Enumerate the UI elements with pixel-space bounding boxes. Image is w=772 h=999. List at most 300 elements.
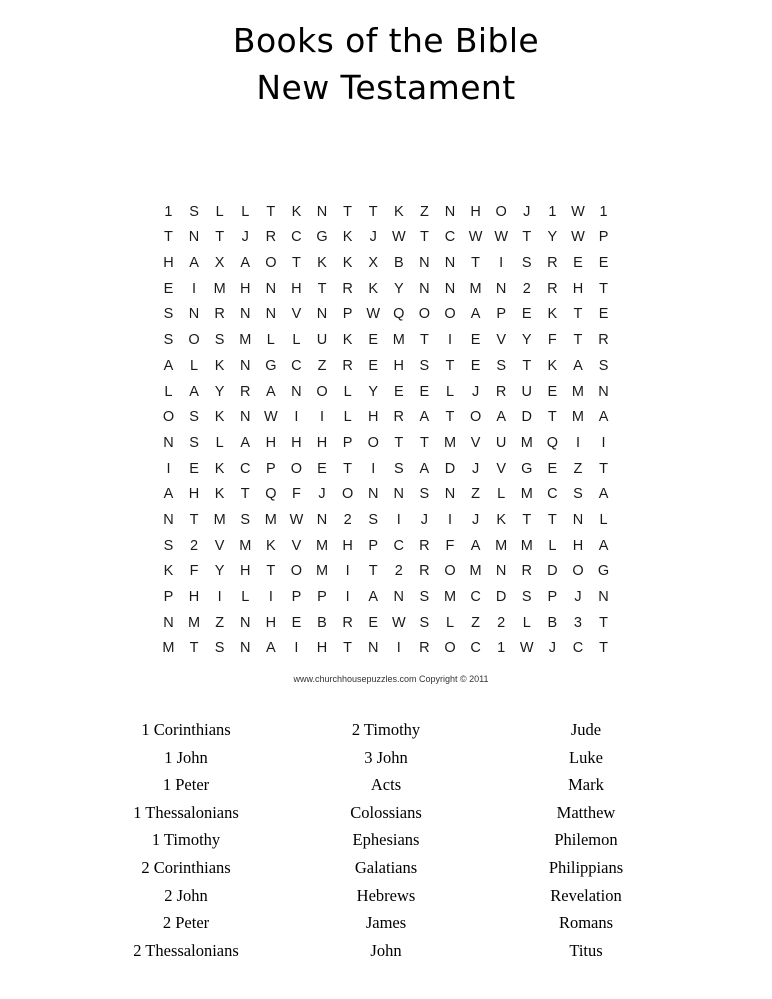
grid-cell[interactable]: N xyxy=(239,409,251,426)
grid-cell[interactable]: R xyxy=(393,409,405,426)
grid-cell[interactable]: H xyxy=(188,486,200,503)
grid-cell[interactable]: W xyxy=(571,229,585,246)
grid-cell[interactable]: J xyxy=(523,203,531,220)
grid-cell[interactable]: W xyxy=(571,203,585,220)
grid-cell[interactable]: L xyxy=(241,203,250,220)
grid-cell[interactable]: Q xyxy=(393,306,405,323)
grid-cell[interactable]: W xyxy=(519,640,534,657)
grid-cell[interactable]: S xyxy=(368,511,379,528)
grid-cell[interactable]: L xyxy=(215,203,224,220)
grid-cell[interactable]: T xyxy=(394,434,404,451)
grid-cell[interactable]: Z xyxy=(471,486,480,503)
grid-cell[interactable]: L xyxy=(548,537,557,554)
grid-cell[interactable]: G xyxy=(597,563,610,580)
grid-cell[interactable]: M xyxy=(264,511,277,528)
grid-cell[interactable]: O xyxy=(316,383,328,400)
grid-cell[interactable]: A xyxy=(598,486,609,503)
grid-cell[interactable]: W xyxy=(263,409,278,426)
grid-cell[interactable]: F xyxy=(445,537,455,554)
grid-cell[interactable]: N xyxy=(239,640,251,657)
grid-cell[interactable]: K xyxy=(393,203,404,220)
grid-cell[interactable]: I xyxy=(345,589,350,606)
grid-cell[interactable]: A xyxy=(368,589,379,606)
grid-cell[interactable]: 1 xyxy=(497,640,506,657)
grid-cell[interactable]: R xyxy=(419,563,430,580)
grid-cell[interactable]: S xyxy=(163,537,174,554)
grid-cell[interactable]: A xyxy=(470,306,481,323)
grid-cell[interactable]: F xyxy=(547,332,557,349)
grid-cell[interactable]: 2 xyxy=(497,614,506,631)
grid-cell[interactable]: A xyxy=(265,640,276,657)
grid-cell[interactable]: K xyxy=(342,255,353,272)
grid-cell[interactable]: H xyxy=(291,434,302,451)
grid-cell[interactable]: M xyxy=(239,537,252,554)
grid-cell[interactable]: A xyxy=(419,409,430,426)
grid-cell[interactable]: R xyxy=(214,306,225,323)
grid-cell[interactable]: E xyxy=(470,357,481,374)
grid-cell[interactable]: H xyxy=(163,255,174,272)
grid-cell[interactable]: J xyxy=(471,460,480,477)
grid-cell[interactable]: Z xyxy=(471,614,480,631)
grid-cell[interactable]: U xyxy=(521,383,532,400)
grid-cell[interactable]: M xyxy=(188,614,201,631)
grid-cell[interactable]: E xyxy=(368,332,379,349)
grid-cell[interactable]: K xyxy=(163,563,174,580)
grid-cell[interactable]: A xyxy=(598,409,609,426)
grid-cell[interactable]: H xyxy=(393,357,405,374)
grid-cell[interactable]: M xyxy=(213,511,226,528)
grid-cell[interactable]: T xyxy=(368,563,378,580)
grid-cell[interactable]: E xyxy=(598,255,609,272)
grid-cell[interactable]: P xyxy=(547,589,558,606)
grid-cell[interactable]: L xyxy=(522,614,531,631)
grid-cell[interactable]: N xyxy=(188,306,200,323)
letter-grid[interactable] xyxy=(156,200,617,662)
word-list-item[interactable]: 1 Timothy xyxy=(151,830,221,850)
grid-cell[interactable]: J xyxy=(318,486,326,503)
grid-cell[interactable]: E xyxy=(368,614,379,631)
grid-cell[interactable]: I xyxy=(499,255,504,272)
grid-cell[interactable]: P xyxy=(265,460,276,477)
grid-cell[interactable]: D xyxy=(521,409,532,426)
word-list-item[interactable]: Luke xyxy=(569,747,603,767)
grid-cell[interactable]: V xyxy=(470,434,481,451)
word-list-item[interactable]: John xyxy=(370,940,402,960)
grid-cell[interactable]: T xyxy=(547,409,557,426)
grid-cell[interactable]: A xyxy=(470,537,481,554)
grid-cell[interactable]: W xyxy=(494,229,509,246)
grid-cell[interactable]: N xyxy=(393,486,405,503)
grid-cell[interactable]: T xyxy=(599,280,608,297)
grid-cell[interactable]: C xyxy=(547,486,558,503)
grid-cell[interactable]: S xyxy=(214,640,225,657)
grid-cell[interactable]: N xyxy=(265,280,277,297)
grid-cell[interactable]: A xyxy=(265,383,276,400)
grid-cell[interactable]: T xyxy=(368,203,378,220)
grid-cell[interactable]: I xyxy=(166,460,171,477)
grid-cell[interactable]: N xyxy=(598,383,609,400)
grid-cell[interactable]: L xyxy=(266,332,275,349)
grid-cell[interactable]: S xyxy=(521,255,532,272)
grid-cell[interactable]: B xyxy=(393,255,404,272)
grid-cell[interactable]: M xyxy=(571,409,584,426)
grid-cell[interactable]: T xyxy=(189,640,199,657)
grid-cell[interactable]: N xyxy=(239,357,251,374)
grid-cell[interactable]: J xyxy=(471,511,480,528)
grid-cell[interactable]: 2 xyxy=(190,537,199,554)
grid-cell[interactable]: U xyxy=(495,434,507,451)
grid-cell[interactable]: G xyxy=(521,460,533,477)
grid-cell[interactable]: G xyxy=(265,357,277,374)
grid-cell[interactable]: I xyxy=(268,589,273,606)
word-list-item[interactable]: James xyxy=(365,913,407,933)
grid-cell[interactable]: W xyxy=(289,511,304,528)
grid-cell[interactable]: K xyxy=(214,357,225,374)
grid-cell[interactable]: H xyxy=(239,280,251,297)
grid-cell[interactable]: I xyxy=(575,434,580,451)
grid-cell[interactable]: K xyxy=(368,280,379,297)
grid-cell[interactable]: E xyxy=(521,306,532,323)
grid-cell[interactable]: L xyxy=(445,383,455,400)
grid-cell[interactable]: N xyxy=(316,203,328,220)
grid-cell[interactable]: I xyxy=(447,511,452,528)
grid-cell[interactable]: I xyxy=(447,332,452,349)
grid-cell[interactable]: N xyxy=(239,306,251,323)
grid-cell[interactable]: M xyxy=(392,332,405,349)
grid-cell[interactable]: Z xyxy=(573,460,583,477)
grid-cell[interactable]: J xyxy=(369,229,377,246)
grid-cell[interactable]: T xyxy=(419,332,429,349)
grid-cell[interactable]: A xyxy=(240,255,251,272)
grid-cell[interactable]: T xyxy=(291,255,301,272)
grid-cell[interactable]: N xyxy=(419,255,430,272)
grid-cell[interactable]: M xyxy=(495,537,508,554)
grid-cell[interactable]: L xyxy=(445,614,455,631)
grid-cell[interactable]: E xyxy=(393,383,404,400)
grid-cell[interactable]: S xyxy=(163,306,174,323)
grid-cell[interactable]: M xyxy=(520,486,533,503)
word-list-item[interactable]: 2 Thessalonians xyxy=(133,940,239,960)
grid-cell[interactable]: P xyxy=(342,306,353,323)
grid-cell[interactable]: K xyxy=(496,511,506,528)
grid-cell[interactable]: T xyxy=(522,511,532,528)
word-list-item[interactable]: Matthew xyxy=(556,802,616,822)
grid-cell[interactable]: C xyxy=(444,229,456,246)
grid-cell[interactable]: N xyxy=(316,511,328,528)
grid-cell[interactable]: K xyxy=(291,203,302,220)
grid-cell[interactable]: B xyxy=(317,614,327,631)
grid-cell[interactable]: H xyxy=(367,409,379,426)
grid-cell[interactable]: N xyxy=(367,640,379,657)
grid-cell[interactable]: E xyxy=(573,255,583,272)
grid-cell[interactable]: R xyxy=(598,332,609,349)
grid-cell[interactable]: O xyxy=(444,563,456,580)
grid-cell[interactable]: I xyxy=(294,640,299,657)
grid-cell[interactable]: P xyxy=(163,589,174,606)
grid-cell[interactable]: T xyxy=(419,434,429,451)
grid-cell[interactable]: M xyxy=(469,563,482,580)
grid-cell[interactable]: T xyxy=(599,460,608,477)
grid-cell[interactable]: W xyxy=(366,306,381,323)
grid-cell[interactable]: I xyxy=(371,460,376,477)
grid-cell[interactable]: C xyxy=(572,640,584,657)
grid-cell[interactable]: A xyxy=(189,255,199,272)
grid-cell[interactable]: O xyxy=(290,460,303,477)
grid-cell[interactable]: K xyxy=(342,332,353,349)
grid-cell[interactable]: 1 xyxy=(599,203,608,220)
grid-cell[interactable]: O xyxy=(444,306,456,323)
grid-cell[interactable]: K xyxy=(342,229,353,246)
grid-cell[interactable]: R xyxy=(419,537,430,554)
word-list-item[interactable]: 3 John xyxy=(364,747,408,767)
grid-cell[interactable]: M xyxy=(443,589,457,606)
grid-cell[interactable]: H xyxy=(572,537,584,554)
grid-cell[interactable]: S xyxy=(573,486,583,503)
grid-cell[interactable]: P xyxy=(496,306,506,323)
grid-cell[interactable]: Y xyxy=(547,229,558,246)
grid-cell[interactable]: E xyxy=(291,614,302,631)
grid-cell[interactable]: A xyxy=(163,486,174,503)
grid-cell[interactable]: E xyxy=(317,460,327,477)
grid-cell[interactable]: N xyxy=(367,486,379,503)
grid-cell[interactable]: S xyxy=(240,511,251,528)
grid-cell[interactable]: P xyxy=(598,229,609,246)
grid-cell[interactable]: N xyxy=(598,589,609,606)
word-list-item[interactable]: Jude xyxy=(570,720,602,740)
word-list-item[interactable]: 2 Corinthians xyxy=(141,858,231,878)
grid-cell[interactable]: E xyxy=(547,460,558,477)
grid-cell[interactable]: I xyxy=(217,589,222,606)
grid-cell[interactable]: 1 xyxy=(164,203,173,220)
grid-cell[interactable]: O xyxy=(495,203,507,220)
grid-cell[interactable]: T xyxy=(522,229,532,246)
grid-cell[interactable]: T xyxy=(419,229,429,246)
grid-cell[interactable]: Y xyxy=(393,280,404,297)
grid-cell[interactable]: Q xyxy=(546,434,558,451)
grid-cell[interactable]: T xyxy=(317,280,327,297)
grid-cell[interactable]: T xyxy=(599,614,608,631)
grid-cell[interactable]: M xyxy=(520,537,533,554)
grid-cell[interactable]: R xyxy=(547,255,558,272)
grid-cell[interactable]: W xyxy=(391,614,406,631)
grid-cell[interactable]: S xyxy=(163,332,174,349)
grid-cell[interactable]: Y xyxy=(368,383,379,400)
grid-cell[interactable]: Z xyxy=(419,203,429,220)
grid-cell[interactable]: O xyxy=(367,434,379,451)
word-list-item[interactable]: Ephesians xyxy=(352,830,420,850)
grid-cell[interactable]: L xyxy=(164,383,173,400)
grid-cell[interactable]: O xyxy=(341,486,354,503)
grid-cell[interactable]: F xyxy=(189,563,199,580)
grid-cell[interactable]: E xyxy=(419,383,430,400)
grid-cell[interactable]: H xyxy=(188,589,200,606)
grid-cell[interactable]: P xyxy=(291,589,302,606)
grid-cell[interactable]: L xyxy=(599,511,608,528)
grid-cell[interactable]: M xyxy=(571,383,584,400)
grid-cell[interactable]: P xyxy=(317,589,327,606)
grid-cell[interactable]: T xyxy=(164,229,173,246)
grid-cell[interactable]: A xyxy=(419,460,430,477)
grid-cell[interactable]: N xyxy=(444,486,456,503)
grid-cell[interactable]: L xyxy=(292,332,301,349)
grid-cell[interactable]: P xyxy=(342,434,353,451)
grid-cell[interactable]: S xyxy=(521,589,532,606)
grid-cell[interactable]: T xyxy=(573,306,583,323)
grid-cell[interactable]: N xyxy=(265,306,277,323)
grid-cell[interactable]: Y xyxy=(214,383,225,400)
word-list-item[interactable]: 1 Corinthians xyxy=(141,720,231,740)
grid-cell[interactable]: Q xyxy=(265,486,277,503)
word-list-item[interactable]: Galatians xyxy=(354,858,418,878)
grid-cell[interactable]: O xyxy=(188,332,200,349)
grid-cell[interactable]: A xyxy=(240,434,251,451)
grid-cell[interactable]: P xyxy=(368,537,379,554)
grid-cell[interactable]: S xyxy=(419,486,430,503)
grid-cell[interactable]: I xyxy=(192,280,197,297)
grid-cell[interactable]: T xyxy=(266,203,276,220)
grid-cell[interactable]: T xyxy=(343,460,353,477)
grid-cell[interactable]: N xyxy=(495,280,507,297)
grid-cell[interactable]: N xyxy=(163,614,174,631)
word-list-item[interactable]: Colossians xyxy=(350,802,422,822)
grid-cell[interactable]: I xyxy=(601,434,606,451)
grid-cell[interactable]: T xyxy=(240,486,250,503)
grid-cell[interactable]: N xyxy=(291,383,302,400)
grid-cell[interactable]: L xyxy=(343,409,352,426)
grid-cell[interactable]: C xyxy=(239,460,251,477)
grid-cell[interactable]: R xyxy=(265,229,277,246)
grid-cell[interactable]: U xyxy=(316,332,328,349)
grid-cell[interactable]: N xyxy=(495,563,507,580)
grid-cell[interactable]: J xyxy=(574,589,582,606)
grid-cell[interactable]: T xyxy=(266,563,276,580)
grid-cell[interactable]: C xyxy=(291,357,302,374)
grid-cell[interactable]: A xyxy=(189,383,199,400)
grid-cell[interactable]: T xyxy=(445,409,455,426)
grid-cell[interactable]: I xyxy=(396,511,401,528)
grid-cell[interactable]: H xyxy=(265,434,277,451)
grid-cell[interactable]: K xyxy=(265,537,276,554)
grid-cell[interactable]: X xyxy=(368,255,379,272)
grid-cell[interactable]: M xyxy=(162,640,175,657)
grid-cell[interactable]: T xyxy=(547,511,557,528)
word-list-item[interactable]: 1 Thessalonians xyxy=(133,802,239,822)
grid-cell[interactable]: Z xyxy=(317,357,327,374)
grid-cell[interactable]: T xyxy=(599,640,608,657)
grid-cell[interactable]: R xyxy=(419,640,430,657)
grid-cell[interactable]: S xyxy=(496,357,506,374)
grid-cell[interactable]: R xyxy=(342,357,353,374)
grid-cell[interactable]: H xyxy=(342,537,353,554)
grid-cell[interactable]: N xyxy=(163,434,174,451)
grid-cell[interactable]: O xyxy=(444,640,456,657)
grid-cell[interactable]: T xyxy=(522,357,532,374)
grid-cell[interactable]: M xyxy=(239,332,252,349)
grid-cell[interactable]: H xyxy=(470,203,481,220)
grid-cell[interactable]: L xyxy=(215,434,224,451)
grid-cell[interactable]: N xyxy=(444,203,456,220)
grid-cell[interactable]: 1 xyxy=(548,203,557,220)
grid-cell[interactable]: E xyxy=(163,280,174,297)
grid-cell[interactable]: O xyxy=(469,409,482,426)
word-list-item[interactable]: 1 Peter xyxy=(162,775,210,795)
word-list-item[interactable]: 2 John xyxy=(164,885,208,905)
grid-cell[interactable]: R xyxy=(521,563,532,580)
grid-cell[interactable]: 3 xyxy=(573,614,582,631)
grid-cell[interactable]: S xyxy=(419,589,430,606)
word-list-item[interactable]: 2 Peter xyxy=(162,913,210,933)
grid-cell[interactable]: R xyxy=(239,383,251,400)
grid-cell[interactable]: A xyxy=(496,409,506,426)
grid-cell[interactable]: D xyxy=(547,563,558,580)
word-list-item[interactable]: Mark xyxy=(568,775,604,795)
grid-cell[interactable]: C xyxy=(470,640,481,657)
grid-cell[interactable]: V xyxy=(214,537,225,554)
grid-cell[interactable]: S xyxy=(214,332,225,349)
grid-cell[interactable]: B xyxy=(547,614,558,631)
grid-cell[interactable]: L xyxy=(190,357,199,374)
grid-cell[interactable]: I xyxy=(396,640,401,657)
grid-cell[interactable]: C xyxy=(470,589,481,606)
word-list-item[interactable]: 1 John xyxy=(164,747,208,767)
word-list-item[interactable]: Philemon xyxy=(554,830,618,850)
grid-cell[interactable]: N xyxy=(572,511,584,528)
grid-cell[interactable]: S xyxy=(189,203,199,220)
grid-cell[interactable]: E xyxy=(598,306,609,323)
grid-cell[interactable]: H xyxy=(265,614,277,631)
grid-cell[interactable]: R xyxy=(547,280,558,297)
grid-cell[interactable]: A xyxy=(163,357,174,374)
grid-cell[interactable]: A xyxy=(573,357,583,374)
word-list-item[interactable]: Hebrews xyxy=(356,885,416,905)
grid-cell[interactable]: T xyxy=(573,332,583,349)
grid-cell[interactable]: S xyxy=(393,460,404,477)
grid-cell[interactable]: W xyxy=(468,229,483,246)
grid-cell[interactable]: N xyxy=(163,511,174,528)
grid-cell[interactable]: M xyxy=(315,563,329,580)
grid-cell[interactable]: M xyxy=(315,537,329,554)
word-list-item[interactable]: 2 Timothy xyxy=(351,720,421,740)
grid-cell[interactable]: L xyxy=(497,486,506,503)
grid-cell[interactable]: O xyxy=(290,563,303,580)
grid-cell[interactable]: E xyxy=(547,383,558,400)
grid-cell[interactable]: N xyxy=(188,229,200,246)
grid-cell[interactable]: O xyxy=(162,409,175,426)
grid-cell[interactable]: T xyxy=(343,203,353,220)
grid-cell[interactable]: K xyxy=(214,460,225,477)
grid-cell[interactable]: M xyxy=(443,434,457,451)
grid-cell[interactable]: K xyxy=(214,409,225,426)
grid-cell[interactable]: T xyxy=(343,640,353,657)
grid-cell[interactable]: T xyxy=(189,511,199,528)
grid-cell[interactable]: N xyxy=(239,614,251,631)
word-list-item[interactable]: Acts xyxy=(370,775,402,795)
grid-cell[interactable]: K xyxy=(214,486,225,503)
grid-cell[interactable]: S xyxy=(189,434,199,451)
grid-cell[interactable]: H xyxy=(291,280,302,297)
grid-cell[interactable]: J xyxy=(471,383,480,400)
grid-cell[interactable]: A xyxy=(598,537,609,554)
grid-cell[interactable]: L xyxy=(343,383,352,400)
grid-cell[interactable]: M xyxy=(213,280,226,297)
grid-cell[interactable]: C xyxy=(291,229,302,246)
grid-cell[interactable]: L xyxy=(241,589,250,606)
grid-cell[interactable]: J xyxy=(548,640,556,657)
word-list-item[interactable]: Revelation xyxy=(550,885,622,905)
grid-cell[interactable]: N xyxy=(316,306,328,323)
grid-cell[interactable]: O xyxy=(265,255,277,272)
grid-cell[interactable]: F xyxy=(291,486,301,503)
